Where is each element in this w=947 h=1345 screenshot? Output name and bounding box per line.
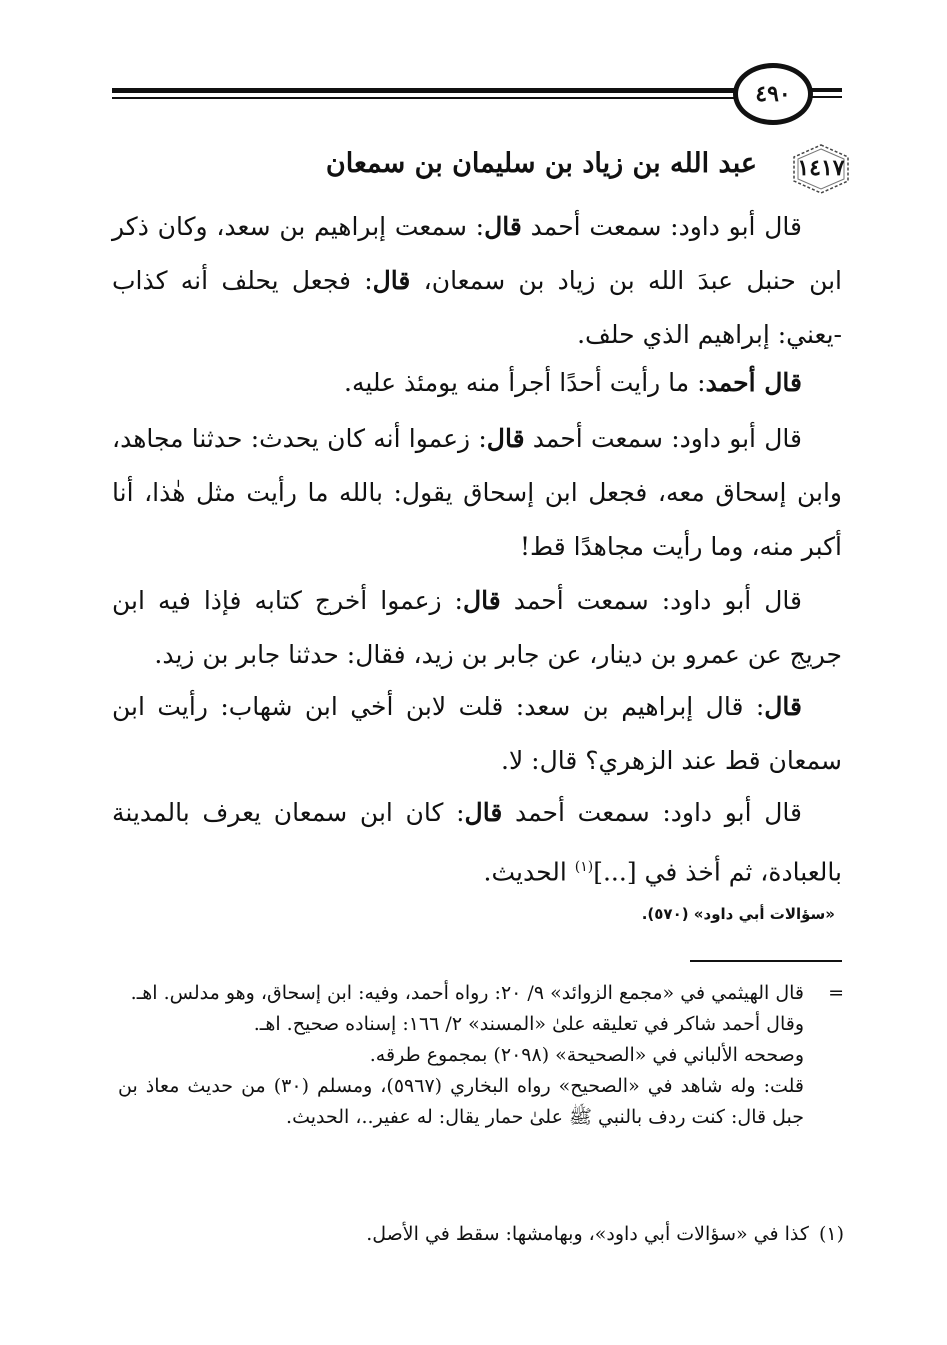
paragraph-5: قال: قال إبراهيم بن سعد: قلت لابن أخي ابن شهاب: رأيت ابن سمعان قط عند الزهري؟ قال: لا. [112,692,842,775]
footnote-line: قال الهيثمي في «مجمع الزوائد» ٩/ ٢٠: رواه أحمد، وفيه: ابن إسحاق، وهو مدلس. اهـ. [130,982,804,1004]
continuation-marker: = [828,982,844,1004]
entry-number-badge [790,143,852,195]
footnote-line: قلت: وله شاهد في «الصحيح» رواه البخاري (٥٩٦٧)، ومسلم (٣٠) من حديث معاذ بن جبل قال: كنت ردف بالنبي ﷺ علىٰ حمار يقال: له عفير..، الحديث. [118,1075,804,1128]
footnote-1 [118,1219,844,1250]
footnote-continuation [118,978,844,1133]
entry-title: عبد الله بن زياد بن سليمان بن سمعان [325,148,757,179]
footnote-line: وقال أحمد شاكر في تعليقه علىٰ «المسند» ٢/ ١٦٦: إسناده صحيح. اهـ. [253,1013,804,1035]
source-reference: «سؤالات أبي داود» (٥٧٠). [641,905,835,923]
header-rule [112,88,737,108]
paragraph-4: قال أبو داود: سمعت أحمد قال: زعموا أخرج كتابه فإذا فيه ابن جريج عن عمرو بن دينار، عن جابر بن زيد، فقال: حدثنا جابر بن زيد. [112,586,842,669]
footnote-line: وصححه الألباني في «الصحيحة» (٢٠٩٨) بمجموع طرقه. [369,1044,804,1066]
footnote-ref[interactable]: (١) [574,859,594,875]
paragraph-6: قال أبو داود: سمعت أحمد قال: كان ابن سمعان يعرف بالمدينة بالعبادة، ثم أخذ في [...]$^{(١)}$ الحديث. [112,798,842,887]
entry-number: ١٤١٧ [797,155,845,181]
footnote-text: كذا في «سؤالات أبي داود»، وبهامشها: سقط في الأصل. [366,1223,809,1245]
paragraph-1: قال أبو داود: سمعت أحمد قال: سمعت إبراهيم بن سعد، وكان ذكر ابن حنبل عبدَ الله بن زياد بن سمعان، قال: فجعل يحلف أنه كذاب -يعني: إبراهيم الذي حلف. [112,212,843,349]
header-rule-tail [812,88,842,100]
paragraph-3: قال أبو داود: سمعت أحمد قال: زعموا أنه كان يحدث: حدثنا مجاهد، وابن إسحاق معه، فجعل ابن إسحاق يقول: بالله ما رأيت مثل هٰذا، أنا أكبر منه، وما رأيت مجاهدًا قط! [112,424,842,561]
footnote-divider [690,960,842,962]
page-number: ٤٩٠ [733,63,813,125]
paragraph-2: قال أحمد: ما رأيت أحدًا أجرأ منه يومئذ عليه. [344,368,802,397]
footnote-number: (١) [818,1223,844,1245]
